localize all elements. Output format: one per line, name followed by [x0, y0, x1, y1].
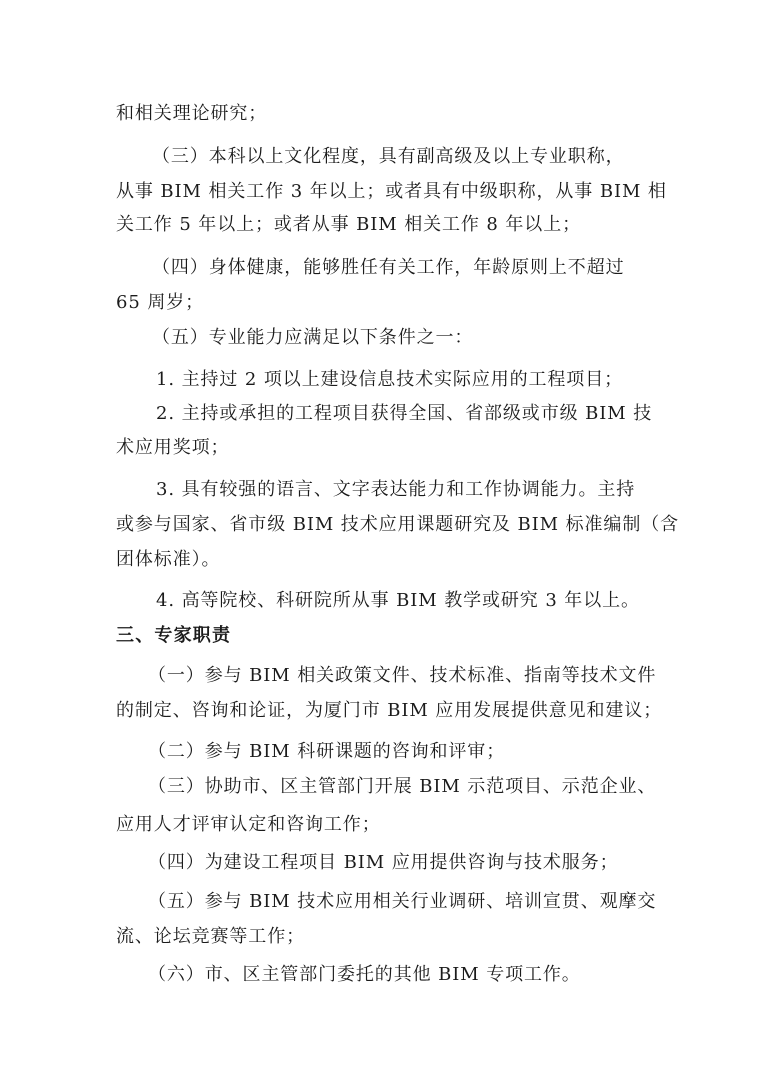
text-line: 的制定、咨询和论证，为厦门市 BIM 应用发展提供意见和建议； — [116, 700, 663, 721]
text-line: 65 周岁； — [116, 292, 205, 313]
text-line: （五）专业能力应满足以下条件之一： — [152, 327, 474, 348]
text-line: 2. 主持或承担的工程项目获得全国、省部级或市级 BIM 技 — [156, 403, 653, 424]
text-line: （三）本科以上文化程度，具有副高级及以上专业职称， — [152, 146, 625, 167]
text-line: （五）参与 BIM 技术应用相关行业调研、培训宣贯、观摩交 — [148, 891, 657, 912]
text-line: 关工作 5 年以上；或者从事 BIM 相关工作 8 年以上； — [116, 214, 582, 235]
text-line: 从事 BIM 相关工作 3 年以上；或者具有中级职称，从事 BIM 相 — [116, 181, 667, 202]
text-line: 3. 具有较强的语言、文字表达能力和工作协调能力。主持 — [156, 479, 636, 500]
text-line: （四）为建设工程项目 BIM 应用提供咨询与技术服务； — [148, 852, 619, 873]
text-line: （二）参与 BIM 科研课题的咨询和评审； — [148, 741, 506, 762]
text-line: （一）参与 BIM 相关政策文件、技术标准、指南等技术文件 — [148, 665, 657, 686]
text-line: 流、论坛竞赛等工作； — [116, 926, 305, 947]
text-line: （六）市、区主管部门委托的其他 BIM 专项工作。 — [148, 964, 581, 985]
text-line: 或参与国家、省市级 BIM 技术应用课题研究及 BIM 标准编制（含 — [116, 514, 680, 535]
text-line: 1. 主持过 2 项以上建设信息技术实际应用的工程项目； — [156, 369, 623, 390]
text-line: 和相关理论研究； — [116, 103, 268, 124]
section-heading: 三、专家职责 — [116, 625, 232, 646]
text-line: （三）协助市、区主管部门开展 BIM 示范项目、示范企业、 — [148, 776, 657, 797]
text-line: 应用人才评审认定和咨询工作； — [116, 814, 381, 835]
text-line: （四）身体健康，能够胜任有关工作，年龄原则上不超过 — [152, 257, 625, 278]
text-line: 术应用奖项； — [116, 437, 230, 458]
text-line: 团体标准）。 — [116, 549, 221, 570]
text-line: 4. 高等院校、科研院所从事 BIM 教学或研究 3 年以上。 — [156, 590, 640, 611]
